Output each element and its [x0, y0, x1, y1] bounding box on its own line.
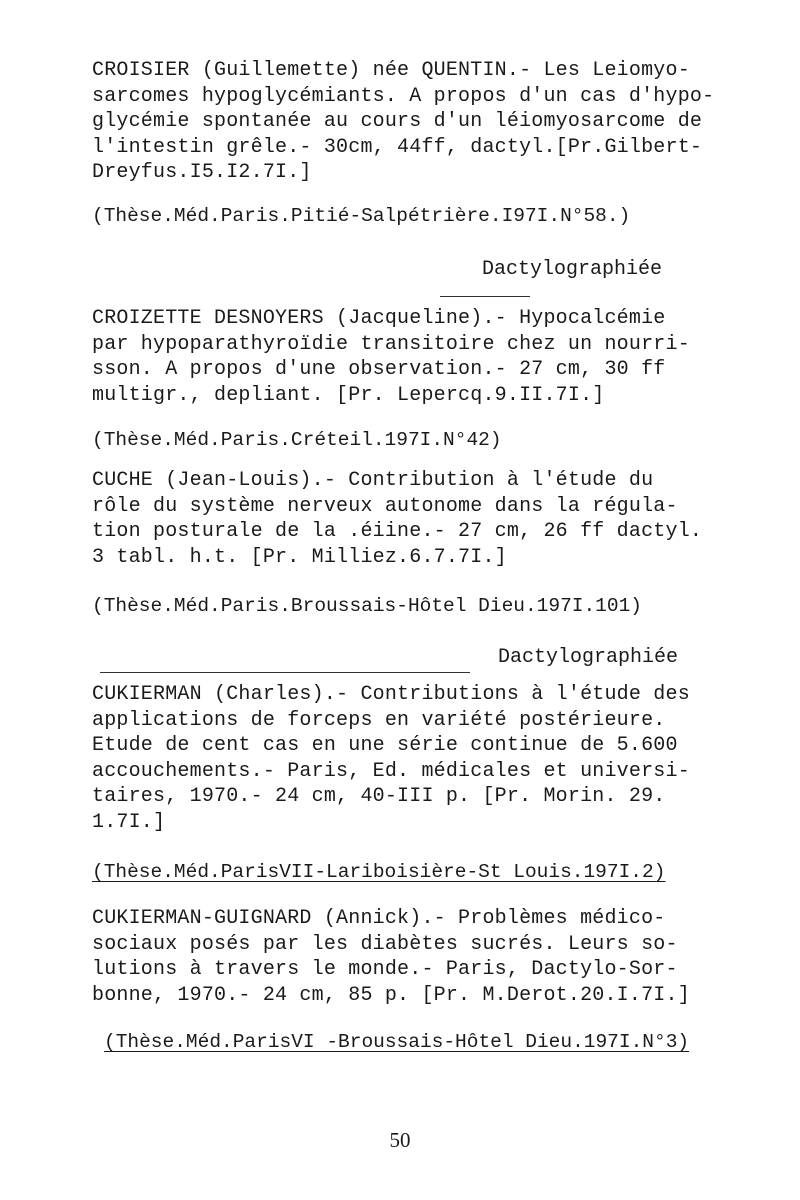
entry-line: sociaux posés par les diabètes sucrés. Leurs so- [92, 932, 678, 956]
entry-line: l'intestin grêle.- 30cm, 44ff, dactyl.[Pr.Gilbert- [92, 135, 703, 159]
entry-line: Etude de cent cas en une série continue de 5.600 [92, 734, 678, 757]
separator-rule [440, 296, 530, 297]
entry-line: tion posturale de la .éiine.- 27 cm, 26 ff dactyl. [92, 520, 703, 543]
entry-line: taires, 1970.- 24 cm, 40-III p. [Pr. Morin. 29. [92, 785, 666, 808]
entry-cukierman-guignard [92, 906, 732, 1008]
entry-line: accouchements.- Paris, Ed. médicales et universi- [92, 759, 690, 783]
thesis-source: (Thèse.Méd.ParisVI -Broussais-Hôtel Dieu.197I.N°3) [104, 1031, 690, 1053]
entry-line: CUKIERMAN-GUIGNARD (Annick).- Problèmes médico- [92, 907, 666, 930]
page-number: 50 [389, 1128, 411, 1152]
thesis-source: (Thèse.Méd.ParisVII-Lariboisière-St Louis.197I.2) [92, 861, 666, 883]
entry-line: multigr., depliant. [Pr. Lepercq.9.II.7I.] [92, 383, 605, 407]
entry-line: bonne, 1970.- 24 cm, 85 p. [Pr. M.Derot.20.I.7I.] [92, 983, 690, 1007]
entry-line: applications de forceps en variété postérieure. [92, 708, 666, 732]
entry-line: rôle du système nerveux autonome dans la régula- [92, 494, 678, 518]
entry-line: lutions à travers le monde.- Paris, Dactylo-Sor- [92, 958, 678, 981]
typescript-note: Dactylographiée [482, 258, 663, 281]
entry-line: sarcomes hypoglycémiants. A propos d'un cas d'hypo- [92, 84, 715, 108]
entry-croisier [92, 58, 732, 186]
separator-rule [100, 672, 470, 673]
entry-line: CUKIERMAN (Charles).- Contributions à l'étude des [92, 683, 690, 706]
entry-line: 1.7I.] [92, 810, 166, 834]
entry-cuche [92, 468, 732, 570]
thesis-source: (Thèse.Méd.Paris.Créteil.197I.N°42) [92, 429, 502, 451]
entry-line: sson. A propos d'une observation.- 27 cm, 30 ff [92, 358, 666, 381]
typescript-note: Dactylographiée [498, 646, 679, 669]
entry-line: 3 tabl. h.t. [Pr. Milliez.6.7.7I.] [92, 545, 507, 569]
entry-line: Dreyfus.I5.I2.7I.] [92, 161, 312, 184]
entry-line: CROIZETTE DESNOYERS (Jacqueline).- Hypocalcémie [92, 307, 666, 330]
entry-line: CROISIER (Guillemette) née QUENTIN.- Les Leiomyo- [92, 59, 690, 82]
entry-line: par hypoparathyroïdie transitoire chez un nourri- [92, 332, 690, 356]
entry-line: glycémie spontanée au cours d'un léiomyosarcome de [92, 110, 703, 133]
entry-croizette-desnoyers [92, 306, 732, 408]
thesis-source: (Thèse.Méd.Paris.Broussais-Hôtel Dieu.197I.101) [92, 595, 642, 617]
thesis-source: (Thèse.Méd.Paris.Pitié-Salpétrière.I97I.N°58.) [92, 205, 631, 227]
entry-cukierman [92, 682, 732, 835]
entry-line: CUCHE (Jean-Louis).- Contribution à l'étude du [92, 469, 654, 492]
